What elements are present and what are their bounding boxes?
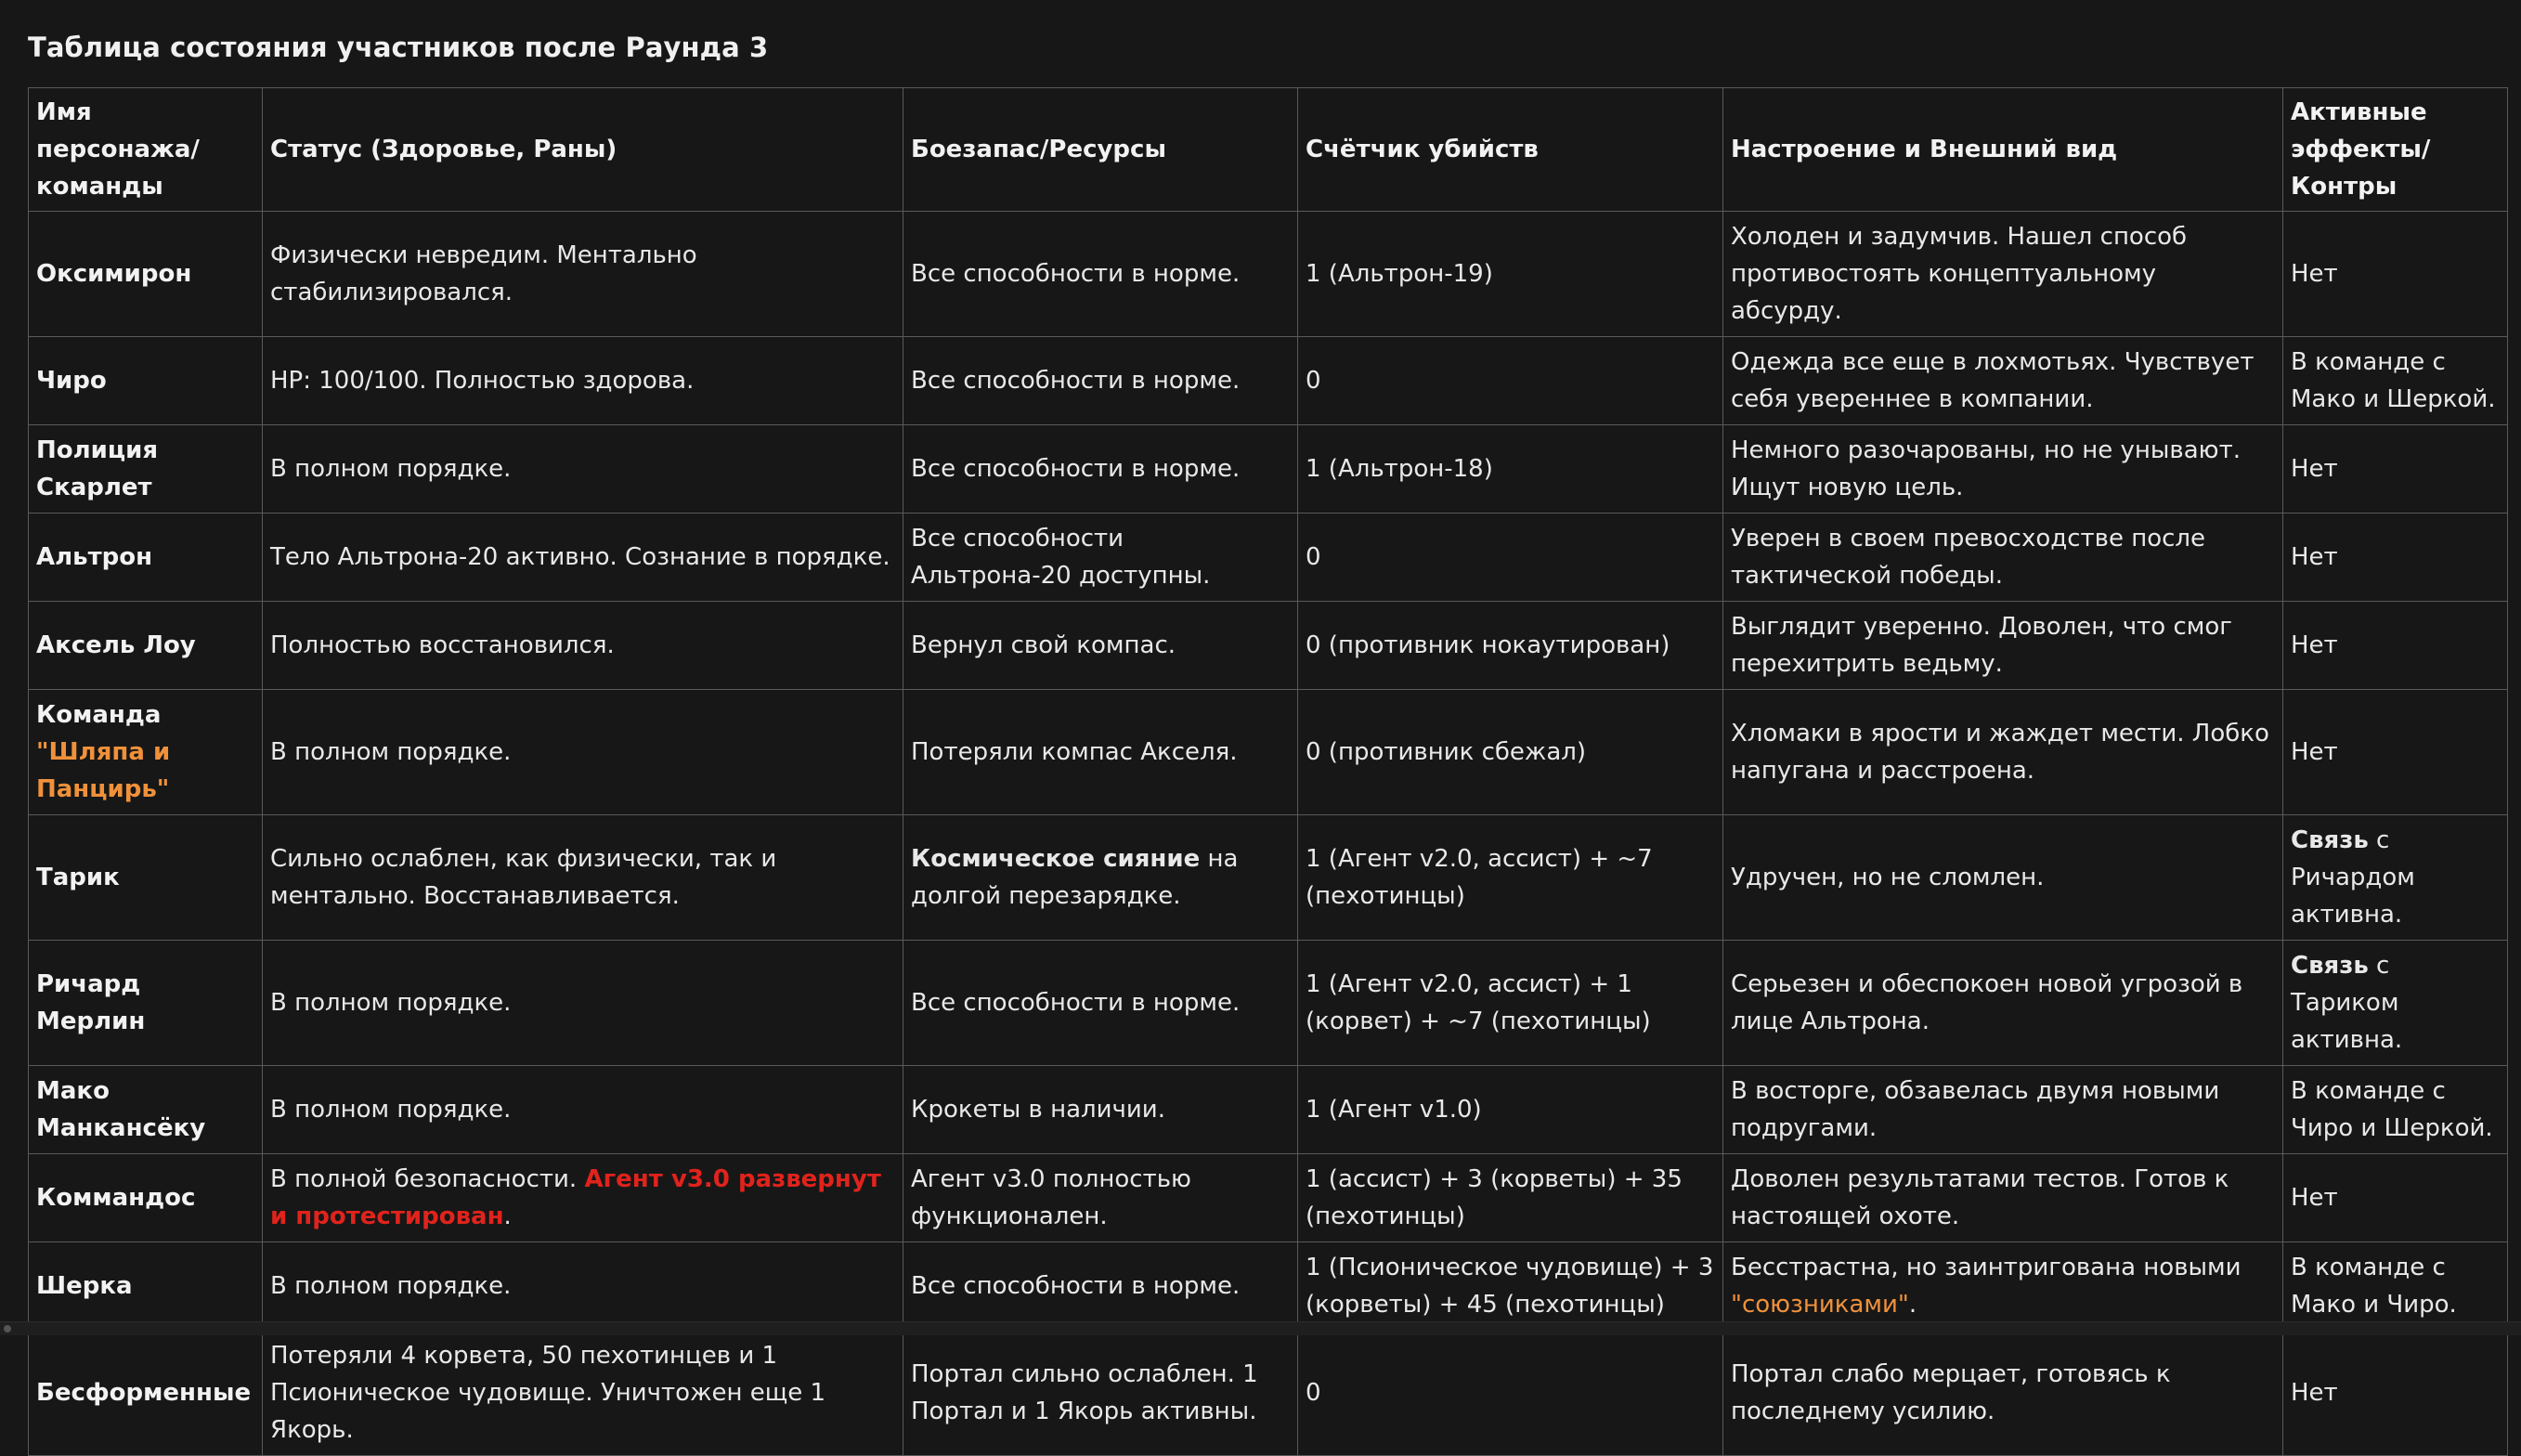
cell-status [263,1154,903,1242]
cell-resources: Все способности в норме. [903,941,1298,1066]
cell-mood: Немного разочарованы, но не унывают. Ищут новую цель. [1723,425,2283,514]
cell-name: Шерка [29,1242,263,1331]
cell-status: Физически невредим. Ментально стабилизировался. [263,212,903,337]
cell-kills: 1 (Псионическое чудовище) + 3 (корветы) + 45 (пехотинцы) [1298,1242,1723,1331]
table-row [29,514,2508,602]
cell-effects [2283,941,2508,1066]
cell-mood: В восторге, обзавелась двумя новыми подругами. [1723,1066,2283,1154]
cell-name: Альтрон [29,514,263,602]
cell-mood: Одежда все еще в лохмотьях. Чувствует себя увереннее в компании. [1723,337,2283,425]
cell-resources [903,815,1298,941]
cell-kills: 0 (противник нокаутирован) [1298,602,1723,690]
table-row [29,815,2508,941]
status-table [28,87,2508,1456]
status-prefix: В полной безопасности. [270,1165,585,1193]
cell-effects: Нет [2283,1154,2508,1242]
cell-effects: Нет [2283,514,2508,602]
cell-effects [2283,815,2508,941]
resource-bold: Космическое сияние [911,845,1201,873]
table-row [29,1154,2508,1242]
cell-status: Сильно ослаблен, как физически, так и ментально. Восстанавливается. [263,815,903,941]
cell-kills: 0 [1298,337,1723,425]
cell-name: Аксель Лоу [29,602,263,690]
team-name-highlight: "Шляпа и Панцирь" [36,738,171,803]
cell-resources: Все способности в норме. [903,1242,1298,1331]
resource-rest: на долгой перезарядке. [911,845,1239,910]
cell-effects: Нет [2283,425,2508,514]
cell-mood: Серьезен и обеспокоен новой угрозой в лице Альтрона. [1723,941,2283,1066]
cell-kills: 0 [1298,1331,1723,1456]
cell-mood: Удручен, но не сломлен. [1723,815,2283,941]
cell-mood: Хломаки в ярости и жаждет мести. Лобко напугана и расстроена. [1723,690,2283,815]
cell-status: В полном порядке. [263,1242,903,1331]
cell-status: Полностью восстановился. [263,602,903,690]
status-highlight: Агент v3.0 развернут и протестирован [270,1165,881,1230]
table-row [29,1242,2508,1331]
cell-status: В полном порядке. [263,690,903,815]
cell-name [29,690,263,815]
cell-name: Оксимирон [29,212,263,337]
table-row [29,337,2508,425]
cell-kills: 1 (Агент v1.0) [1298,1066,1723,1154]
cell-status: В полном порядке. [263,425,903,514]
team-name-prefix: Команда [36,701,162,729]
table-row [29,941,2508,1066]
cell-kills: 1 (Альтрон-18) [1298,425,1723,514]
cell-name: Мако Манкансёку [29,1066,263,1154]
header-mood: Настроение и Внешний вид [1723,88,2283,212]
cell-kills: 1 (ассист) + 3 (корветы) + 35 (пехотинцы) [1298,1154,1723,1242]
cell-mood: Уверен в своем превосходстве после тактической победы. [1723,514,2283,602]
effect-rest: с Тариком активна. [2291,952,2403,1054]
cell-name: Тарик [29,815,263,941]
mood-suffix: . [1908,1291,1917,1319]
cell-effects: В команде с Мако и Чиро. [2283,1242,2508,1331]
cell-mood: Портал слабо мерцает, готовясь к последнему усилию. [1723,1331,2283,1456]
cell-effects: В команде с Мако и Шеркой. [2283,337,2508,425]
table-row [29,690,2508,815]
cell-kills: 1 (Агент v2.0, ассист) + 1 (корвет) + ~7 (пехотинцы) [1298,941,1723,1066]
cell-name: Коммандос [29,1154,263,1242]
table-row [29,212,2508,337]
cell-effects: Нет [2283,602,2508,690]
effect-bold: Связь [2291,826,2369,854]
header-name: Имя персонажа/команды [29,88,263,212]
page-title: Таблица состояния участников после Раунда 3 [28,32,769,63]
table-row [29,602,2508,690]
cell-resources: Все способности Альтрона-20 доступны. [903,514,1298,602]
effect-bold: Связь [2291,952,2369,980]
header-status: Статус (Здоровье, Раны) [263,88,903,212]
cell-kills: 1 (Агент v2.0, ассист) + ~7 (пехотинцы) [1298,815,1723,941]
cell-resources: Все способности в норме. [903,337,1298,425]
cell-status: В полном порядке. [263,1066,903,1154]
cell-mood: Доволен результатами тестов. Готов к настоящей охоте. [1723,1154,2283,1242]
mood-prefix: Бесстрастна, но заинтригована новыми [1731,1254,2242,1281]
cell-status: Тело Альтрона-20 активно. Сознание в порядке. [263,514,903,602]
cell-effects: Нет [2283,690,2508,815]
cell-status: В полном порядке. [263,941,903,1066]
cell-mood: Выглядит уверенно. Доволен, что смог перехитрить ведьму. [1723,602,2283,690]
horizontal-scrollbar[interactable] [0,1321,2521,1335]
cell-mood: Холоден и задумчив. Нашел способ противостоять концептуальному абсурду. [1723,212,2283,337]
cell-name: Чиро [29,337,263,425]
cell-resources: Потеряли компас Акселя. [903,690,1298,815]
table-row [29,1331,2508,1456]
cell-name: Полиция Скарлет [29,425,263,514]
cell-status: HP: 100/100. Полностью здорова. [263,337,903,425]
status-suffix: . [503,1202,512,1230]
table-header-row [29,88,2508,212]
cell-name: Бесформенные [29,1331,263,1456]
effect-rest: с Ричардом активна. [2291,826,2415,929]
cell-effects: Нет [2283,212,2508,337]
cell-effects: Нет [2283,1331,2508,1456]
cell-resources: Портал сильно ослаблен. 1 Портал и 1 Якорь активны. [903,1331,1298,1456]
cell-resources: Вернул свой компас. [903,602,1298,690]
cell-resources: Агент v3.0 полностью функционален. [903,1154,1298,1242]
cell-effects: В команде с Чиро и Шеркой. [2283,1066,2508,1154]
scrollbar-thumb[interactable] [4,1325,11,1332]
cell-kills: 0 [1298,514,1723,602]
table-row [29,1066,2508,1154]
cell-resources: Все способности в норме. [903,425,1298,514]
cell-mood [1723,1242,2283,1331]
cell-resources: Крокеты в наличии. [903,1066,1298,1154]
cell-name: Ричард Мерлин [29,941,263,1066]
header-kills: Счётчик убийств [1298,88,1723,212]
cell-kills: 0 (противник сбежал) [1298,690,1723,815]
header-effects: Активные эффекты/Контры [2283,88,2508,212]
table-row [29,425,2508,514]
cell-status: Потеряли 4 корвета, 50 пехотинцев и 1 Псионическое чудовище. Уничтожен еще 1 Якорь. [263,1331,903,1456]
mood-highlight: "союзниками" [1731,1291,1909,1319]
document-page [28,26,2507,1456]
cell-resources: Все способности в норме. [903,212,1298,337]
header-resources: Боезапас/Ресурсы [903,88,1298,212]
cell-kills: 1 (Альтрон-19) [1298,212,1723,337]
